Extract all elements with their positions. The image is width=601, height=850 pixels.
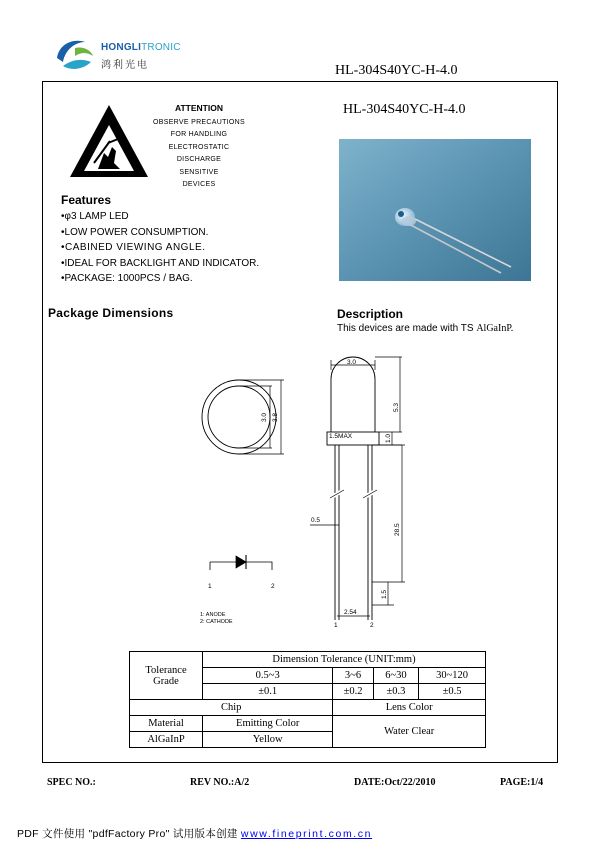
tolerance-table — [129, 651, 486, 748]
footer-rev-no: REV NO.:A/2 — [190, 777, 250, 788]
attention-line: SENSITIVE — [179, 168, 219, 176]
led-dome — [331, 357, 375, 432]
side-pin-1: 1 — [334, 622, 338, 629]
side-pin-2: 2 — [370, 622, 374, 629]
tolerance-grade-label: Tolerance Grade — [130, 652, 203, 700]
brand-name — [101, 42, 181, 53]
footer-date: DATE:Oct/22/2010 — [354, 777, 436, 788]
dim-dome-height: 5.3 — [393, 402, 400, 412]
tolerance-range: 0.5~3 — [203, 668, 333, 684]
flange-label: 1.5MAX — [329, 433, 353, 440]
dim-lead-length: 28.5 — [394, 523, 401, 536]
brand-name-part2: TRONIC — [141, 42, 181, 53]
attention-line: DISCHARGE — [176, 156, 222, 164]
feature-item: •φ3 LAMP LED — [61, 211, 129, 222]
emitting-color-label: Emitting Color — [203, 716, 333, 732]
cathode-label: 2: CATHODE — [200, 619, 233, 625]
material-value: AlGaInP — [130, 732, 203, 748]
features-title: Features — [61, 193, 112, 207]
watermark-link[interactable]: www.fineprint.com.cn — [240, 828, 373, 840]
product-photo — [339, 139, 531, 281]
feature-item: •CABINED VIEWING ANGLE. — [61, 242, 206, 254]
photo-title: HL-304S40YC-H-4.0 — [343, 102, 466, 117]
features-list — [61, 209, 259, 287]
description-text — [337, 323, 513, 334]
symbol-pin-1: 1 — [208, 583, 212, 590]
description-title: Description — [337, 307, 404, 321]
package-drawing — [180, 350, 420, 635]
lens-color-label: Lens Color — [333, 700, 486, 716]
footer-spec-no: SPEC NO.: — [47, 777, 96, 788]
tolerance-value: ±0.3 — [373, 684, 418, 700]
anode-label: 1: ANODE — [200, 612, 226, 618]
material-label: Material — [130, 716, 203, 732]
tolerance-value: ±0.5 — [419, 684, 486, 700]
dim-flange: 1.0 — [385, 433, 392, 443]
lens-color-value: Water Clear — [333, 716, 486, 748]
feature-item: •IDEAL FOR BACKLIGHT AND INDICATOR. — [61, 257, 260, 269]
attention-text — [148, 117, 250, 191]
feature-item: •LOW POWER CONSUMPTION. — [61, 226, 209, 238]
emitting-color-value: Yellow — [203, 732, 333, 748]
attention-line: DEVICES — [182, 181, 216, 189]
attention-line: OBSERVE PRECAUTIONS — [153, 119, 245, 126]
dim-body-width: 3.0 — [347, 359, 357, 366]
brand-name-part1: HONGLI — [101, 42, 142, 53]
dim-top-outer: 3.8 — [272, 412, 279, 422]
description-material: AlGaInP. — [476, 323, 514, 334]
dim-lead-width: 0.5 — [311, 517, 321, 524]
header-model-number: HL-304S40YC-H-4.0 — [335, 63, 458, 78]
footer-page: PAGE:1/4 — [500, 777, 544, 788]
tolerance-range: 30~120 — [419, 668, 486, 684]
dim-pitch: 2.54 — [344, 609, 357, 616]
attention-line: FOR HANDLING — [170, 131, 228, 139]
tolerance-value: ±0.1 — [203, 684, 333, 700]
description-prefix: This devices are made with TS — [337, 323, 477, 334]
tolerance-value: ±0.2 — [333, 684, 373, 700]
pdf-watermark — [17, 826, 372, 841]
watermark-text: PDF 文件使用 "pdfFactory Pro" 试用版本创建 — [17, 828, 241, 840]
dim-lead-bend: 1.5 — [381, 589, 388, 599]
tolerance-header: Dimension Tolerance (UNIT:mm) — [203, 652, 486, 668]
brand-name-cn: 鸿利光电 — [101, 60, 149, 71]
package-dimensions-title: Package Dimensions — [48, 306, 174, 320]
tolerance-range: 6~30 — [373, 668, 418, 684]
chip-label: Chip — [130, 700, 333, 716]
attention-line: ELECTROSTATIC — [168, 143, 230, 151]
attention-title: ATTENTION — [174, 103, 223, 113]
symbol-pin-2: 2 — [271, 583, 275, 590]
esd-warning-icon — [68, 103, 150, 179]
feature-item: •PACKAGE: 1000PCS / BAG. — [61, 273, 193, 285]
dim-top-inner: 3.0 — [261, 412, 268, 422]
tolerance-range: 3~6 — [333, 668, 373, 684]
